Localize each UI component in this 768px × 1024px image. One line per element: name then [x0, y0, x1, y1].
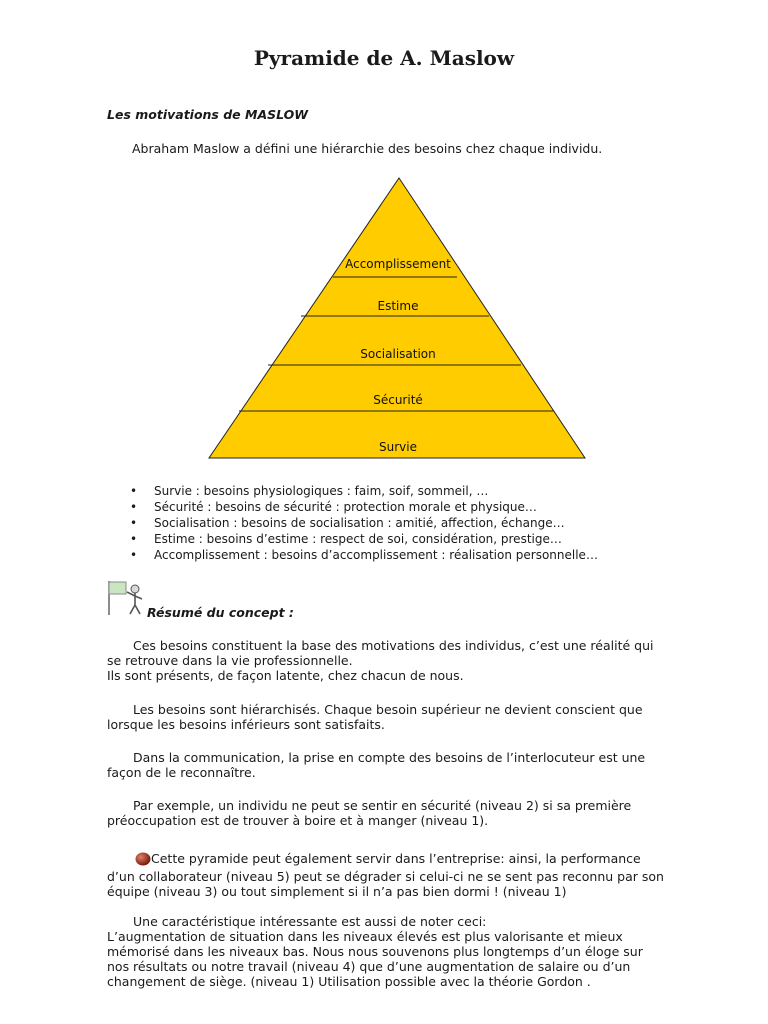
bullet-icon: • — [130, 532, 138, 546]
list-item: • Estime : besoins d’estime : respect de soi, considération, prestige… — [130, 532, 562, 546]
concept-heading: Résumé du concept : — [147, 605, 294, 620]
maslow-pyramid — [206, 176, 588, 461]
page-title: Pyramide de A. Maslow — [253, 46, 515, 70]
list-item: • Accomplissement : besoins d’accomplissement : réalisation personnelle… — [130, 548, 598, 562]
red-ball-icon — [135, 852, 151, 869]
bullet-icon: • — [130, 500, 138, 514]
paragraph-3: Dans la communication, la prise en compte des besoins de l’interlocuteur est une façon de le reconnaître. — [107, 750, 646, 780]
level-socialisation: Socialisation — [360, 347, 436, 361]
bullet-icon: • — [130, 516, 138, 530]
paragraph-6: Une caractéristique intéressante est aussi de noter ceci: L’augmentation de situation dans les niveaux élevés est plus valorisante et mieux mémorisé dans les niveaux bas. Nous nous souvenons plus longtemps d’un éloge sur nos résultats ou notre travail (niveau 4) que d’une augmentation de salaire ou d’un changement de siège. (niveau 1) Utilisation possible avec la théorie Gordon . — [107, 914, 643, 989]
flag-person-icon — [106, 579, 148, 617]
level-securite: Sécurité — [373, 393, 423, 407]
paragraph-2: Les besoins sont hiérarchisés. Chaque besoin supérieur ne devient conscient que lorsque les besoins inférieurs sont satisfaits. — [107, 702, 643, 732]
section-subtitle: Les motivations de MASLOW — [107, 107, 309, 122]
intro-text: Abraham Maslow a défini une hiérarchie des besoins chez chaque individu. — [132, 141, 603, 156]
pyramid-shape — [209, 178, 585, 458]
list-item: • Survie : besoins physiologiques : faim, soif, sommeil, … — [130, 484, 489, 498]
bullet-icon: • — [130, 548, 138, 562]
level-estime: Estime — [377, 299, 419, 313]
paragraph-5: Cette pyramide peut également servir dans l’entreprise: ainsi, la performance d’un collaborateur (niveau 5) peut se dégrader si celui-ci ne se sent pas reconnu par son équipe (niveau 3) ou tout simplement si il n’a pas bien dormi ! (niveau 1) — [107, 851, 664, 899]
level-survie: Survie — [379, 440, 417, 454]
list-item: • Socialisation : besoins de socialisation : amitié, affection, échange… — [130, 516, 565, 530]
needs-list — [130, 483, 598, 563]
paragraph-4: Par exemple, un individu ne peut se sentir en sécurité (niveau 2) si sa première préoccupation est de trouver à boire et à manger (niveau 1). — [107, 798, 632, 828]
bullet-icon: • — [130, 484, 138, 498]
level-accomplissement: Accomplissement — [345, 257, 451, 271]
list-item: • Sécurité : besoins de sécurité : protection morale et physique… — [130, 500, 537, 514]
paragraph-1: Ces besoins constituent la base des motivations des individus, c’est une réalité qui se retrouve dans la vie professionnelle. Ils sont présents, de façon latente, chez chacun de nous. — [107, 638, 654, 683]
